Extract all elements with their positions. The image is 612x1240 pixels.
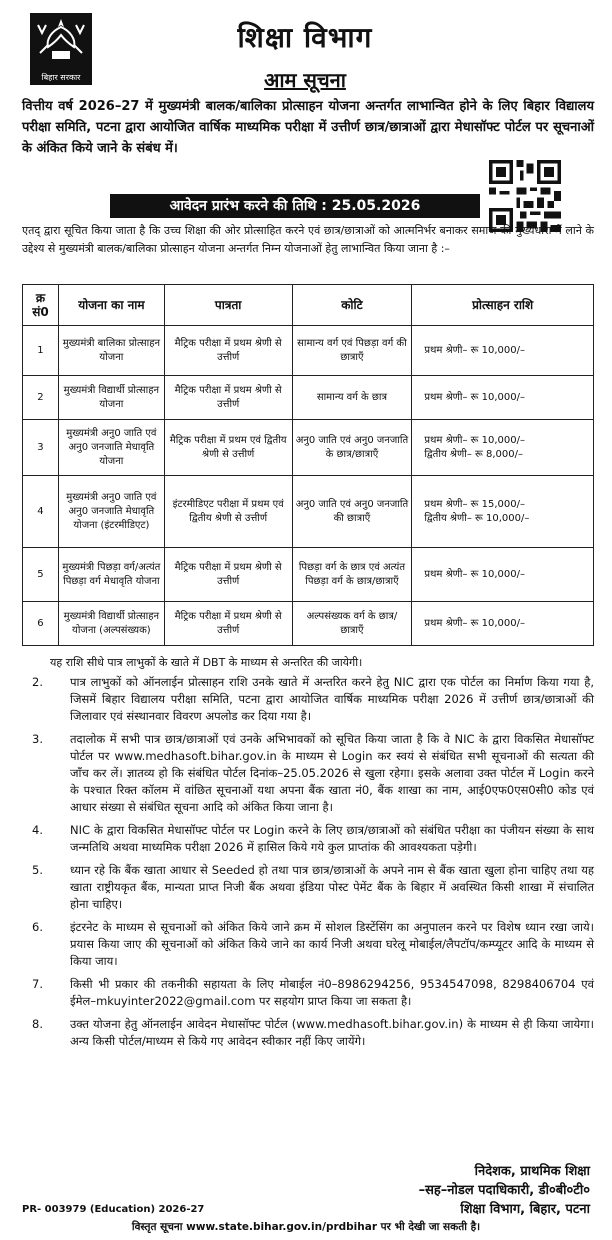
cell-category: अल्पसंख्यक वर्ग के छात्र/छात्राएँ: [292, 602, 412, 646]
cell-eligibility: मैट्रिक परीक्षा में प्रथम श्रेणी से उत्तीर्ण: [164, 548, 292, 602]
list-item-number: 2.: [32, 675, 43, 689]
cell-amount: प्रथम श्रेणी– रू 10,000/–: [412, 602, 594, 646]
cell-amount: प्रथम श्रेणी– रू 15,000/– द्वितीय श्रेणी– रू 10,000/–: [412, 476, 594, 548]
list-item: [28, 1016, 594, 1050]
list-item-text: किसी भी प्रकार की तकनीकी सहायता के लिए मोबाईल नं0–8986294256, 9534547098, 8298406704 एवं ईमेल–mkuyinter2022@gmail.com पर सहयोग प्राप्त किया जा सकता है।: [70, 977, 594, 1008]
cell-amount: प्रथम श्रेणी– रू 10,000/– द्वितीय श्रेणी– रू 8,000/–: [412, 420, 594, 476]
list-item-number: 6.: [32, 920, 43, 934]
col-header-category: कोटि: [292, 285, 412, 326]
list-item-number: 4.: [32, 823, 43, 837]
signature-line-2: –सह–नोडल पदाधिकारी, डी०बी०टी०: [418, 1183, 590, 1198]
table-row: [23, 476, 594, 548]
cell-amount: प्रथम श्रेणी– रू 10,000/–: [412, 548, 594, 602]
instruction-list: [28, 674, 594, 1056]
footer-note: विस्तृत सूचना www.state.bihar.gov.in/prdbihar पर भी देखी जा सकती है।: [131, 1221, 481, 1233]
list-item-text: NIC के द्वारा विकसित मेधासॉफ्ट पोर्टल पर Login करने के लिए छात्र/छात्राओं को संबंधित परीक्षा का पंजीयन संख्या के साथ जन्मतिथि अथवा माध्यमिक परीक्षा 2026 में हासिल किये गये कुल प्राप्तांक की आवश्यकता पड़ेगी।: [70, 823, 594, 854]
list-item: [28, 976, 594, 1010]
table-header-row: [23, 285, 594, 326]
schemes-table: [22, 284, 594, 646]
list-item-number: 3.: [32, 732, 43, 746]
list-item: [28, 822, 594, 856]
cell-category: सामान्य वर्ग के छात्र: [292, 376, 412, 420]
cell-category: पिछड़ा वर्ग के छात्र एवं अत्यंत पिछड़ा वर्ग के छात्र/छात्राएँ: [292, 548, 412, 602]
cell-amount: प्रथम श्रेणी– रू 10,000/–: [412, 326, 594, 376]
table-row: [23, 326, 594, 376]
table-row: [23, 602, 594, 646]
list-item-number: 8.: [32, 1017, 43, 1031]
col-header-amount: प्रोत्साहन राशि: [412, 285, 594, 326]
cell-category: अनु0 जाति एवं अनु0 जनजाति की छात्राएँ: [292, 476, 412, 548]
list-item: [28, 731, 594, 816]
list-item-text: पात्र लाभुकों को ऑनलाईन प्रोत्साहन राशि उनके खाते में अन्तरित करने हेतु NIC द्वारा एक पोर्टल का निर्माण किया गया है, जिसमें बिहार विद्यालय परीक्षा समिति, पटना द्वारा आयोजित वार्षिक माध्यमिक परीक्षा 2026 में उत्तीर्ण छात्र/छात्राओं की जिलावार एवं संस्थानवार विवरण अपलोड कर दिया गया है।: [70, 675, 594, 723]
cell-category: सामान्य वर्ग एवं पिछड़ा वर्ग की छात्राएँ: [292, 326, 412, 376]
application-date-banner: आवेदन प्रारंभ करने की तिथि : 25.05.2026: [110, 194, 480, 218]
department-title: शिक्षा विभाग: [237, 21, 373, 54]
notice-subject: वित्तीय वर्ष 2026–27 में मुख्यमंत्री बालक/बालिका प्रोत्साहन योजना अन्तर्गत लाभान्वित होने के लिए बिहार विद्यालय परीक्षा समिति, पटना द्वारा आयोजित वार्षिक माध्यमिक परीक्षा में उत्तीर्ण छात्र/छात्राओं द्वारा मेधासॉफ्ट पोर्टल पर सूचनाओं के अंकित किये जाने के संबंध में।: [22, 99, 594, 156]
table-row: [23, 376, 594, 420]
col-header-sn: क्र सं0: [23, 285, 59, 326]
list-item-text: तदालोक में सभी पात्र छात्र/छात्राओं एवं उनके अभिभावकों को सूचित किया जाता है कि वे NIC के द्वारा विकसित मेधासॉफ्ट पोर्टल पर www.medhasoft.bihar.gov.in के माध्यम से Login कर स्वयं से संबंधित सभी सूचनाओं की सत्यता की जाँच कर लें। ज्ञातव्य हो कि संबंधित पोर्टल दिनांक–25.05.2026 से खुला रहेगा। इसके अलावा उक्त पोर्टल में Login करने के पश्चात रिक्त कॉलम में वांछित सूचनाओं यथा अपना बैंक खाता नं0, बैंक शाखा का नाम, आई0एफ0एस0सी0 कोड एवं आधार संख्या से संबंधित सूचना आदि को अंकित किया जाना है।: [70, 732, 594, 814]
list-item-number: 7.: [32, 977, 43, 991]
table-body: [23, 326, 594, 646]
cell-sn: 5: [23, 548, 59, 602]
signature-line-1: निदेशक, प्राथमिक शिक्षा: [474, 1164, 590, 1179]
bihar-emblem-icon: [30, 13, 92, 85]
pr-number: PR- 003979 (Education) 2026-27: [22, 1204, 205, 1215]
notice-title: आम सूचना: [264, 68, 346, 92]
emblem-graphic: [30, 13, 92, 73]
cell-sn: 4: [23, 476, 59, 548]
list-item: [28, 862, 594, 913]
cell-eligibility: इंटरमीडिएट परीक्षा में प्रथम एवं द्वितीय श्रेणी से उत्तीर्ण: [164, 476, 292, 548]
list-item-text: इंटरनेट के माध्यम से सूचनाओं को अंकित किये जाने क्रम में सोशल डिस्टेंसिंग का अनुपालन करने पर विशेष ध्यान रखा जाये। प्रयास किया जाए की सूचनाओं को अंकित किये जाने का कार्य निजी अथवा घरेलू मोबाईल/लैपटॉप/कम्प्यूटर आदि के माध्यम से किया जाय।: [70, 920, 594, 968]
col-header-eligibility: पात्रता: [164, 285, 292, 326]
cell-eligibility: मैट्रिक परीक्षा में प्रथम एवं द्वितीय श्रेणी से उत्तीर्ण: [164, 420, 292, 476]
cell-scheme: मुख्यमंत्री अनु0 जाति एवं अनु0 जनजाति मेधावृति योजना (इंटरमीडिएट): [58, 476, 164, 548]
cell-sn: 3: [23, 420, 59, 476]
cell-amount: प्रथम श्रेणी– रू 10,000/–: [412, 376, 594, 420]
cell-scheme: मुख्यमंत्री बालिका प्रोत्साहन योजना: [58, 326, 164, 376]
table-row: [23, 420, 594, 476]
cell-eligibility: मैट्रिक परीक्षा में प्रथम श्रेणी से उत्तीर्ण: [164, 376, 292, 420]
cell-sn: 2: [23, 376, 59, 420]
cell-sn: 6: [23, 602, 59, 646]
list-item: [28, 674, 594, 725]
list-item-number: 5.: [32, 863, 43, 877]
dbt-note: यह राशि सीधे पात्र लाभुकों के खाते में DBT के माध्यम से अन्तरित की जायेगी।: [50, 656, 363, 669]
signature-block: [330, 1162, 590, 1219]
col-header-scheme: योजना का नाम: [58, 285, 164, 326]
cell-scheme: मुख्यमंत्री पिछड़ा वर्ग/अत्यंत पिछड़ा वर्ग मेधावृति योजना: [58, 548, 164, 602]
logo-caption: बिहार सरकार: [41, 73, 81, 82]
cell-scheme: मुख्यमंत्री विद्यार्थी प्रोत्साहन योजना: [58, 376, 164, 420]
table-row: [23, 548, 594, 602]
cell-scheme: मुख्यमंत्री अनु0 जाति एवं अनु0 जनजाति मेधावृति योजना: [58, 420, 164, 476]
list-item: [28, 919, 594, 970]
signature-line-3: शिक्षा विभाग, बिहार, पटना: [460, 1202, 590, 1217]
cell-sn: 1: [23, 326, 59, 376]
body-intro: एतद् द्वारा सूचित किया जाता है कि उच्च शिक्षा की ओर प्रोत्साहित करने एवं छात्र/छात्राओं को आत्मनिर्भर बनाकर समाज की मुख्यधारा में लाने के उद्देश्य से मुख्यमंत्री बालक/बालिका प्रोत्साहन योजना अन्तर्गत निम्न योजनाओं हेतु लाभान्वित किया जाना है :–: [22, 224, 594, 255]
cell-eligibility: मैट्रिक परीक्षा में प्रथम श्रेणी से उत्तीर्ण: [164, 602, 292, 646]
cell-scheme: मुख्यमंत्री विद्यार्थी प्रोत्साहन योजना (अल्पसंख्यक): [58, 602, 164, 646]
list-item-text: ध्यान रहे कि बैंक खाता आधार से Seeded हो तथा पात्र छात्र/छात्राओं के अपने नाम से बैंक खाता खुला होना चाहिए तथा यह खाता राष्ट्रीयकृत बैंक, मान्यता प्राप्त निजी बैंक अथवा इंडिया पोस्ट पेमेंट बैंक के बिहार में अवस्थित किसी शाखा में संचालित होना चाहिए।: [70, 863, 594, 911]
cell-category: अनु0 जाति एवं अनु0 जनजाति के छात्र/छात्राएँ: [292, 420, 412, 476]
list-item-text: उक्त योजना हेतु ऑनलाईन आवेदन मेधासॉफ्ट पोर्टल (www.medhasoft.bihar.gov.in) के माध्यम से ही किया जायेगा। अन्य किसी पोर्टल/माध्यम से किये गए आवेदन स्वीकार नहीं किए जायेंगे।: [70, 1017, 594, 1048]
cell-eligibility: मैट्रिक परीक्षा में प्रथम श्रेणी से उत्तीर्ण: [164, 326, 292, 376]
